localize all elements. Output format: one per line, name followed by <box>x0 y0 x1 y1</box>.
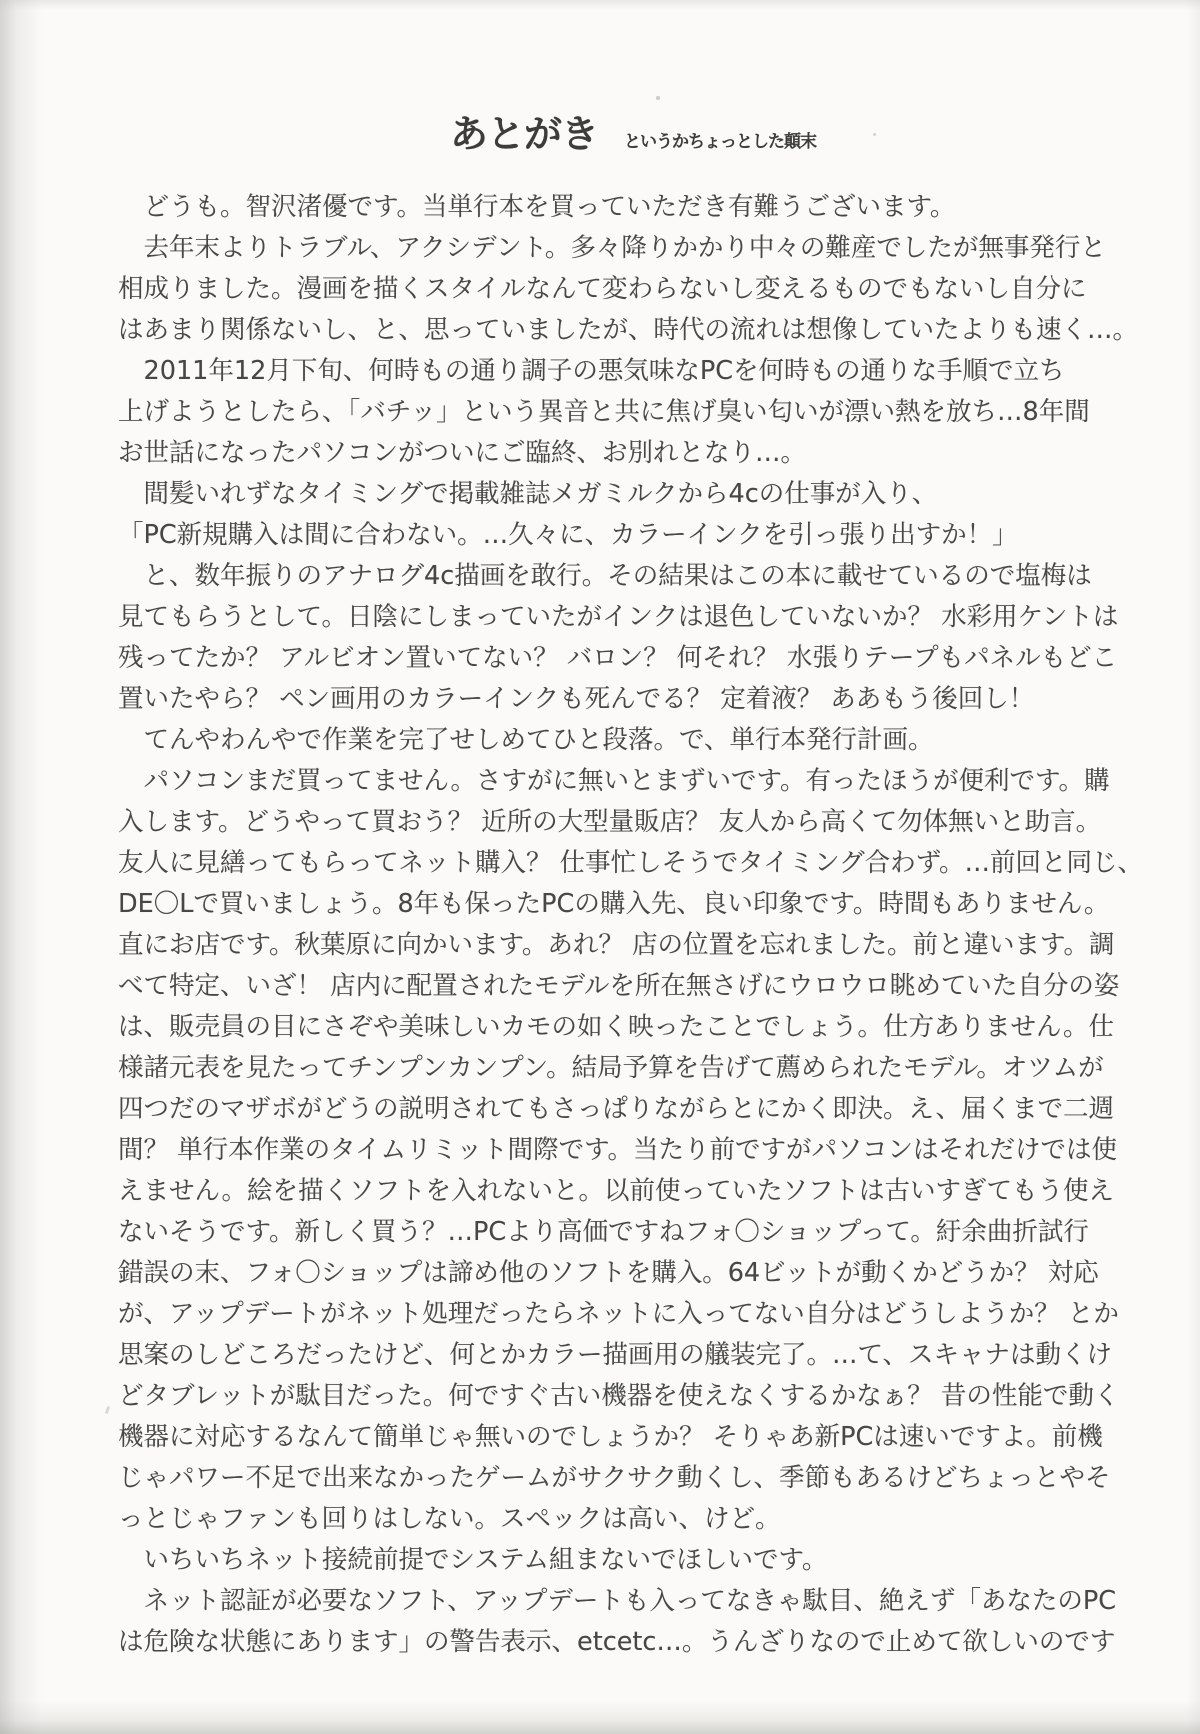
text-line: 思案のしどころだったけど、何とかカラー描画用の艤装完了。…て、スキャナは動くけ <box>118 1340 1112 1370</box>
text-line: はあまり関係ないし、と、思っていましたが、時代の流れは想像していたよりも速く…。 <box>118 315 1139 345</box>
text-line: 「PC新規購入は間に合わない。…久々に、カラーインクを引っ張り出すか！」 <box>118 520 1018 550</box>
scan-speck <box>873 133 876 136</box>
text-line: 直にお店です。秋葉原に向かいます。あれ？ 店の位置を忘れました。前と違います。調 <box>118 930 1115 960</box>
scan-speck <box>105 1406 111 1415</box>
scan-shadow-top <box>0 0 1200 10</box>
text-line: 間髪いれずなタイミングで掲載雑誌メガミルクから4cの仕事が入り、 <box>118 479 938 509</box>
text-line: 間？ 単行本作業のタイムリミット間際です。当たり前ですがパソコンはそれだけでは使 <box>118 1135 1118 1165</box>
text-line: 去年末よりトラブル、アクシデント。多々降りかかり中々の難産でしたが無事発行と <box>118 233 1106 263</box>
title-row <box>450 112 816 158</box>
scan-shadow-right <box>1186 0 1200 1734</box>
page-subtitle: というかちょっとした顛末 <box>624 131 817 152</box>
text-line: パソコンまだ買ってません。さすがに無いとまずいです。有ったほうが便利です。購 <box>118 766 1110 796</box>
text-line: 四つだのマザボがどうの説明されてもさっぱりながらとにかく即決。え、届くまで二週 <box>118 1094 1115 1124</box>
text-line: は、販売員の目にさぞや美味しいカモの如く映ったことでしょう。仕方ありません。仕 <box>118 1012 1115 1042</box>
text-line: えません。絵を描くソフトを入れないと。以前使っていたソフトは古いすぎてもう使え <box>118 1176 1115 1206</box>
text-line: 見てもらうとして。日陰にしまっていたがインクは退色していないか？ 水彩用ケントは <box>118 602 1119 632</box>
text-line: 友人に見繕ってもらってネット購入？ 仕事忙しそうでタイミング合わず。…前回と同じ、 <box>118 848 1144 878</box>
text-line: べて特定、いざ！ 店内に配置されたモデルを所在無さげにウロウロ眺めていた自分の姿 <box>118 971 1120 1001</box>
scan-speck <box>656 96 660 100</box>
text-line: 残ってたか？ アルビオン置いてない？ バロン？ 何それ？ 水張りテープもパネルもどこ <box>118 643 1118 673</box>
text-line: てんやわんやで作業を完了せしめてひと段落。で、単行本発行計画。 <box>118 725 934 755</box>
text-line: 2011年12月下旬、何時もの通り調子の悪気味なPCを何時もの通りな手順で立ち <box>118 356 1065 386</box>
text-line: じゃパワー不足で出来なかったゲームがサクサク動くし、季節もあるけどちょっとやそ <box>118 1463 1111 1493</box>
text-line: 入します。どうやって買おう？ 近所の大型量販店？ 友人から高くて勿体無いと助言。 <box>118 807 1102 837</box>
afterword-body <box>118 187 1144 1663</box>
text-line: 様諸元表を見たってチンプンカンプン。結局予算を告げて薦められたモデル。オツムが <box>118 1053 1104 1083</box>
text-line: が、アップデートがネット処理だったらネットに入ってない自分はどうしようか？ とか <box>118 1299 1119 1329</box>
text-line: と、数年振りのアナログ4c描画を敢行。その結果はこの本に載せているので塩梅は <box>118 561 1092 591</box>
text-line: 機器に対応するなんて簡単じゃ無いのでしょうか？ そりゃあ新PCは速いですよ。前機 <box>118 1422 1103 1452</box>
text-line: 置いたやら？ ペン画用のカラーインクも死んでる？ 定着液？ ああもう後回し！ <box>118 684 1035 714</box>
text-line: は危険な状態にあります」の警告表示、etcetc…。うんざりなので止めて欲しいのです <box>118 1627 1116 1657</box>
text-line: どタブレットが駄目だった。何ですぐ古い機器を使えなくするかなぁ？ 昔の性能で動く <box>118 1381 1120 1411</box>
text-line: どうも。智沢渚優です。当単行本を買っていただき有難うございます。 <box>118 192 956 222</box>
text-line: お世話になったパソコンがついにご臨終、お別れとなり…。 <box>118 438 806 468</box>
text-line: 上げようとしたら、「バチッ」という異音と共に焦げ臭い匂いが漂い熱を放ち…8年間 <box>118 397 1090 427</box>
scan-shadow-left <box>0 0 42 1734</box>
text-line: いちいちネット接続前提でシステム組まないでほしいです。 <box>118 1545 828 1575</box>
text-line: ネット認証が必要なソフト、アップデートも入ってなきゃ駄目、絶えず「あなたのPC <box>118 1586 1117 1616</box>
text-line: 錯誤の末、フォ〇ショップは諦め他のソフトを購入。64ビットが動くかどうか？ 対応 <box>118 1258 1099 1288</box>
text-line: 相成りました。漫画を描くスタイルなんて変わらないし変えるものでもないし自分に <box>118 274 1087 304</box>
text-line: DE〇Lで買いましょう。8年も保ったPCの購入先、良い印象です。時間もありません。 <box>118 889 1110 919</box>
page-title: あとがき <box>450 112 599 156</box>
text-line: ないそうです。新しく買う？…PCより高価ですねフォ〇ショップって。紆余曲折試行 <box>118 1217 1089 1247</box>
text-line: っとじゃファンも回りはしない。スペックは高い、けど。 <box>118 1504 781 1534</box>
scan-shadow-bottom <box>0 1700 1200 1734</box>
